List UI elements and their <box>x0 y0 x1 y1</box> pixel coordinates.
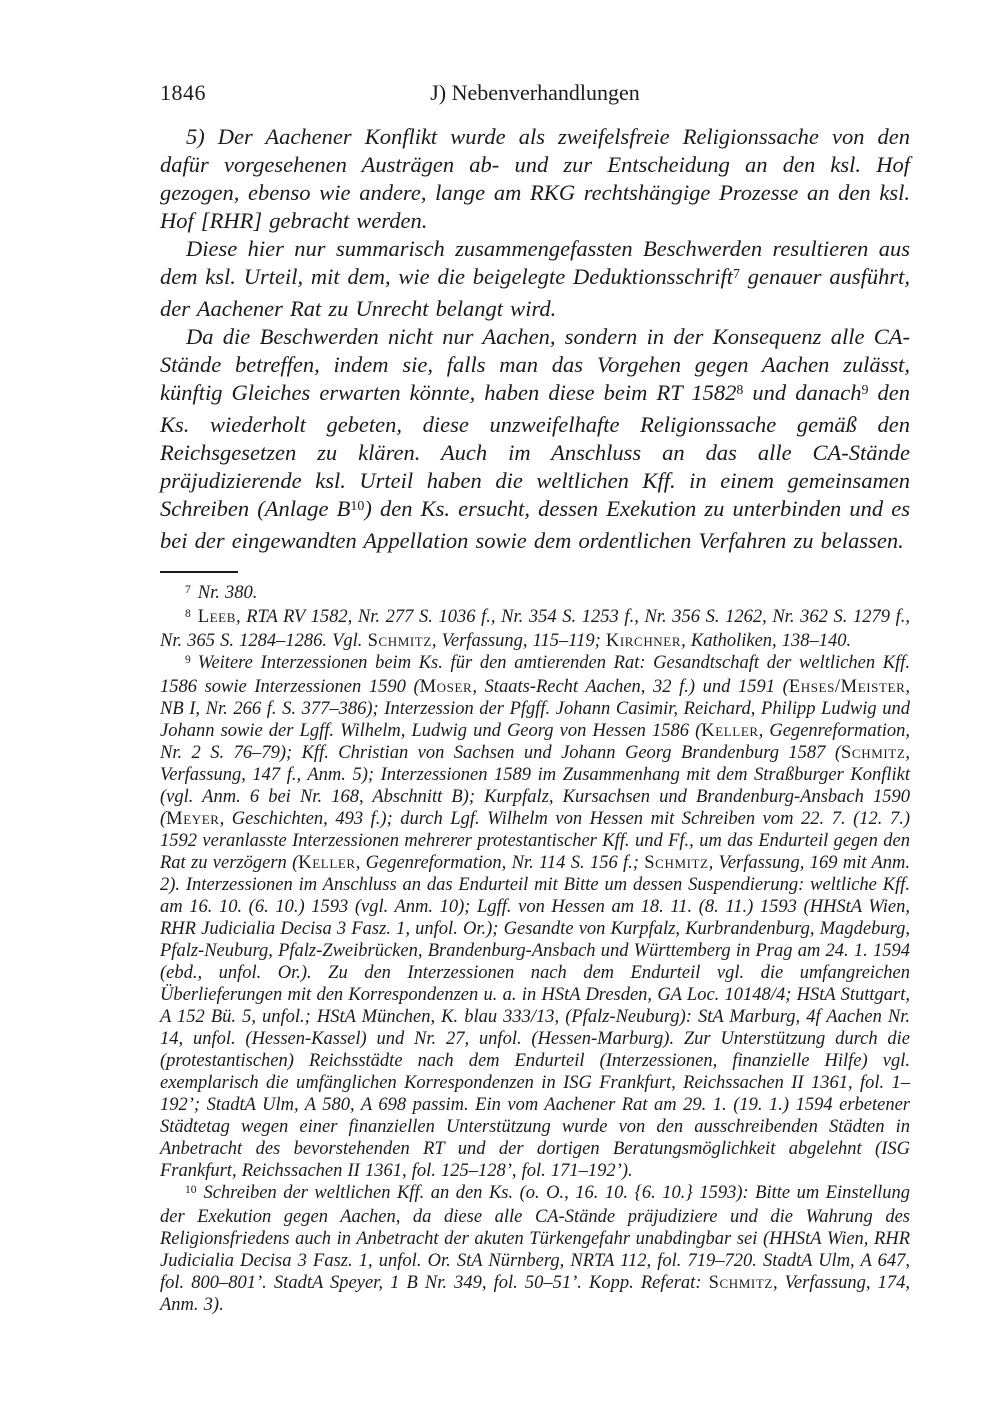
text-run: Schmitz <box>367 631 432 651</box>
footnote-list <box>160 582 910 1316</box>
text-run: den Ks. wiederholt gebeten, diese unzweifelhafte Religionssache gemäß den Reichsgesetzen zu klären. Auch im Anschluss an das alle CA-Stände präjudizierende ksl. Urteil haben die weltlichen Kff. in einem gemeinsamen Schreiben (Anlage B <box>160 380 910 521</box>
footnote <box>160 1182 910 1316</box>
footnote-reference: 10 <box>350 498 365 514</box>
text-run: Schmitz <box>708 1273 773 1293</box>
footnote-reference: 7 <box>733 266 740 282</box>
footnote <box>160 606 910 652</box>
footnote <box>160 652 910 1182</box>
text-run: Kirchner <box>605 631 682 651</box>
body-paragraph <box>160 235 910 323</box>
text-run: , NB I, Nr. 266 f. S. 377–386); Interzession der Pfgff. Johann Casimir, Reichard, Philipp Ludwig und Johann sowie der Lgff. Wilhelm, Ludwig und Georg von Hessen 1586 ( <box>160 677 910 741</box>
text-run: Diese hier nur summarisch zusammengefassten Beschwerden resultieren aus dem ksl. Urteil, mit dem, wie die beigelegte Deduktionsschrift <box>160 236 910 289</box>
text-run: , Gegenreformation, Nr. 2 S. 76–79); Kff. Christian von Sachsen und Johann Georg Brandenburg 1587 ( <box>160 721 910 763</box>
footnote-reference: 8 <box>736 382 744 398</box>
footnote-reference: 9 <box>861 382 869 398</box>
text-run: Meyer <box>166 809 220 829</box>
text-run: , Verfassung, 169 mit Anm. 2). Interzessionen im Anschluss an das Endurteil mit Bitte um dessen Suspendierung: weltliche Kff. am 16. 10. (6. 10.) 1593 (vgl. Anm. 10); Lgff. von Hessen am 18. 11. (8. 11.) 1593 (HHStA Wien, RHR Judicialia Decisa 3 Fasz. 1, unfol. Or.); Gesandte von Kurpfalz, Kurbrandenburg, Magdeburg, Pfalz-Neuburg, Pfalz-Zweibrücken, Brandenburg-Ansbach und Württemberg in Prag am 24. 1. 1594 (ebd., unfol. Or.). Zu den Interzessionen nach dem Endurteil vgl. die umfangreichen Überlieferungen mit den Korrespondenzen u. a. in HStA Dresden, GA Loc. 10148/4; HStA Stuttgart, A 152 Bü. 5, unfol.; HStA München, K. blau 333/13, (Pfalz-Neuburg): StA Marburg, 4f Aachen Nr. 14, unfol. (Hessen-Kassel) und Nr. 27, unfol. (Hessen-Marburg). Zur Unterstützung durch die (protestantischen) Reichsstädte nach dem Endurteil (Interzessionen, finanzielle Hilfe) vgl. exemplarisch die umfänglichen Korrespondenzen in ISG Frankfurt, Reichssachen II 1361, fol. 1–192’; StadtA Ulm, A 580, A 698 passim. Ein vom Aachener Rat am 29. 1. (19. 1.) 1594 erbetener Städtetag wegen einer finanziellen Unterstützung wurde von den ausschreibenden Städten in Anbetracht des bevorstehenden RT und der dortigen Beratungsmöglichkeit abgelehnt (ISG Frankfurt, Reichssachen II 1361, fol. 125–128’, fol. 171–192’). <box>160 853 910 1181</box>
text-run: Nr. 380. <box>197 583 258 603</box>
page-header <box>160 80 910 108</box>
text-run: ) den Ks. ersucht, dessen Exekution zu unterbinden und es bei der eingewandten Appellation sowie dem ordentlichen Verfahren zu belassen. <box>160 496 910 553</box>
text-run: Da die Beschwerden nicht nur Aachen, sondern in der Konsequenz alle CA-Stände betreffen, indem sie, falls man das Vorgehen gegen Aachen zulässt, künftig Gleiches erwarten könnte, haben diese beim RT 1582 <box>160 324 910 405</box>
text-run: Keller <box>701 721 759 741</box>
text-run: Ehses/Meister <box>788 677 906 697</box>
text-run: , RTA RV 1582, Nr. 277 S. 1036 f., Nr. 354 S. 1253 f., Nr. 356 S. 1262, Nr. 362 S. 1279 f., Nr. 365 S. 1284–1286. Vgl. <box>160 607 910 651</box>
footnote-marker: 10 <box>185 1183 197 1196</box>
text-run: , Verfassung, 147 f., Anm. 5); Interzessionen 1589 im Zusammenhang mit dem Straßburger Konflikt (vgl. Anm. 6 bei Nr. 168, Abschnitt B); Kurpfalz, Kursachsen und Brandenburg-Ansbach 1590 ( <box>160 743 910 829</box>
text-run: , Verfassung, 115–119; <box>431 631 606 651</box>
body-paragraph <box>160 123 910 235</box>
footnote-marker: 7 <box>185 583 191 596</box>
footnote-separator <box>160 571 238 573</box>
page-number: 1846 <box>160 80 206 105</box>
text-run: , Verfassung, 174, Anm. 3). <box>160 1273 911 1315</box>
text-run: Schmitz <box>841 743 906 763</box>
text-run: Weitere Interzessionen beim Ks. für den amtierenden Rat: Gesandtschaft der weltlichen Kff. 1586 sowie Interzessionen 1590 ( <box>160 653 910 697</box>
text-run: Keller <box>298 853 356 873</box>
text-run: 5) Der Aachener Konflikt wurde als zweifelsfreie Religionssache von den dafür vorgesehenen Austrägen ab- und zur Entscheidung an den ksl. Hof gezogen, ebenso wie andere, lange am RKG rechtshängige Prozesse an den ksl. Hof [RHR] gebracht werden. <box>160 124 910 233</box>
body-paragraph <box>160 323 910 555</box>
running-header: J) Nebenverhandlungen <box>430 80 640 105</box>
footnote-marker: 9 <box>185 653 191 666</box>
text-run: genauer ausführt, der Aachener Rat zu Unrecht belangt wird. <box>160 264 910 321</box>
text-run: , Gegenreformation, Nr. 114 S. 156 f.; <box>355 853 645 873</box>
footnote-marker: 8 <box>185 607 191 620</box>
body-paragraphs <box>160 123 910 555</box>
text-run: Leeb <box>197 607 236 627</box>
text-run: , Katholiken, 138–140. <box>681 631 852 651</box>
text-run: und danach <box>743 380 862 405</box>
footnote <box>160 582 910 606</box>
text-run: , Staats-Recht Aachen, 32 f.) und 1591 ( <box>472 677 789 697</box>
text-run: Moser <box>419 677 473 697</box>
text-run: Schmitz <box>644 853 709 873</box>
text-run: , Geschichten, 493 f.); durch Lgf. Wilhelm von Hessen mit Schreiben vom 22. 7. (12. 7.) 1592 veranlasste Interzessionen mehrerer protestantischer Kff. und Ff., um das Endurteil gegen den Rat zu verzögern ( <box>160 809 910 873</box>
text-run: Schreiben der weltlichen Kff. an den Ks. (o. O., 16. 10. {6. 10.} 1593): Bitte um Einstellung der Exekution gegen Aachen, da diese alle CA-Stände präjudiziere und die Wahrung des Religionsfriedens auch in Anbetracht der akuten Türkengefahr unabdingbar sei (HHStA Wien, RHR Judicialia Decisa 3 Fasz. 1, unfol. Or. StA Nürnberg, NRTA 112, fol. 719–720. StadtA Ulm, A 647, fol. 800–801’. StadtA Speyer, 1 B Nr. 349, fol. 50–51’. Kopp. Referat: <box>160 1183 910 1293</box>
